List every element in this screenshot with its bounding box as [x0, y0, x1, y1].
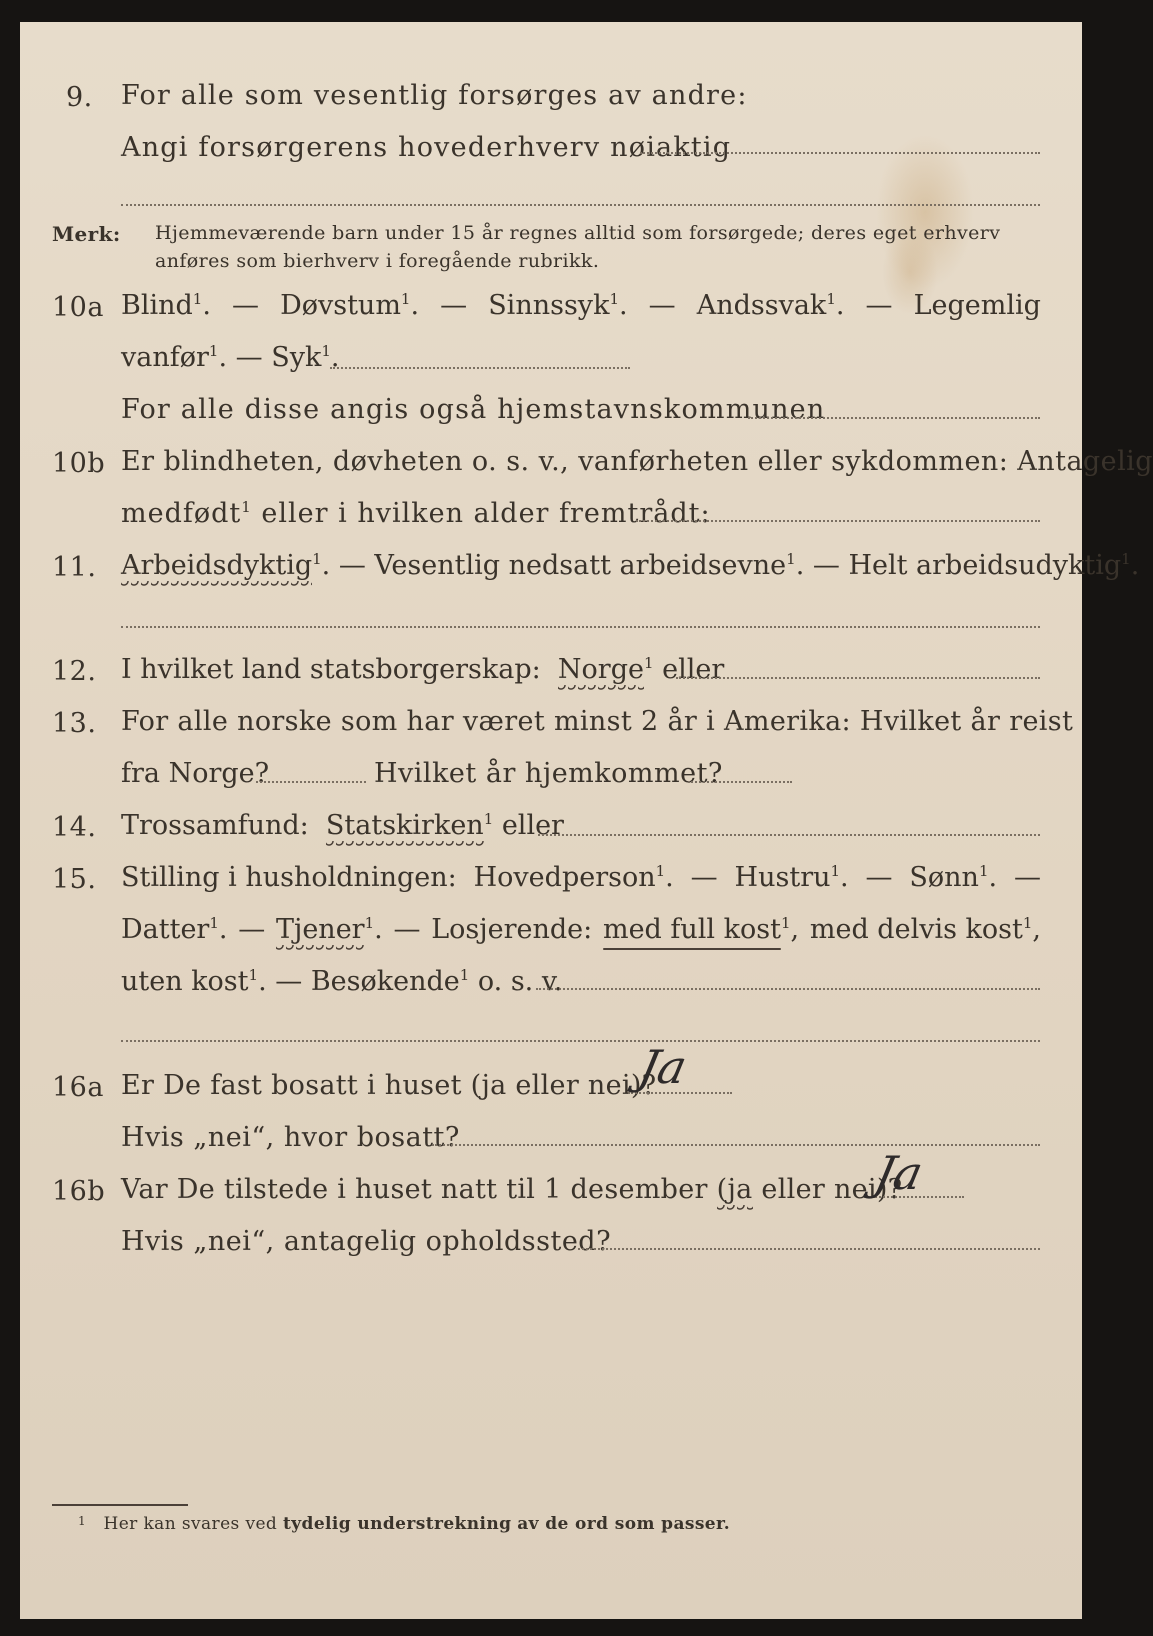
q10a-syk[interactable]: Syk	[271, 342, 322, 373]
q10b-number: 10b	[52, 448, 106, 479]
q16a-handwritten-answer: Ja	[634, 1040, 692, 1094]
q10a-line2: vanfør$^1$. — Syk$^1$.	[121, 342, 340, 373]
q16b-opholdssted-line[interactable]	[578, 1248, 1040, 1250]
q11-udyktig[interactable]: Helt arbeidsudyktig	[848, 550, 1122, 581]
q9-answer-line[interactable]	[640, 152, 1040, 154]
q10a-line1: Blind$^1$. — Døvstum$^1$. — Sinnssyk$^1$. — Andssvak$^1$. — Legemlig	[121, 290, 1041, 321]
q9-line2: Angi forsørgerens hovederhverv nøiaktig	[121, 132, 732, 163]
q10b-answer-line[interactable]	[636, 520, 1040, 522]
q13-year-home-line[interactable]	[688, 781, 792, 783]
q10a-dovstum[interactable]: Døvstum	[280, 290, 401, 321]
q16b-number: 16b	[52, 1176, 106, 1207]
merk-line2: anføres som bierhverv i foregående rubrikk.	[155, 250, 600, 272]
q15-med-full-kost[interactable]: med full kost	[602, 914, 781, 945]
q16b-handwritten-answer: Ja	[870, 1146, 928, 1200]
q16a-bosatt-line[interactable]	[432, 1144, 1040, 1146]
q9-number: 9.	[66, 82, 93, 113]
q12-line: I hvilket land statsborgerskap: Norge$^1$ eller	[121, 654, 725, 685]
q10a-legemlig[interactable]: Legemlig	[913, 290, 1041, 321]
q13-year-left-line[interactable]	[256, 781, 366, 783]
q15-besokende[interactable]: Besøkende	[310, 966, 460, 997]
q12-number: 12.	[52, 656, 97, 687]
q9-answer-line-2[interactable]	[121, 204, 1040, 206]
q15-line2: Datter$^1$. — Tjener$^1$. — Losjerende: med full kost$^1$, med delvis kost$^1$,	[121, 914, 1041, 945]
q15-answer-line[interactable]	[536, 988, 1040, 990]
q15-med-delvis-kost[interactable]: med delvis kost	[809, 914, 1023, 945]
q10a-line3: For alle disse angis også hjemstavnskommunen	[121, 394, 826, 425]
q15-hovedperson[interactable]: Hovedperson	[473, 862, 656, 893]
q10b-medfodt[interactable]: medfødt	[121, 498, 242, 529]
q15-line1: Stilling i husholdningen: Hovedperson$^1$. — Hustru$^1$. — Sønn$^1$. —	[121, 862, 1041, 893]
q16a-line2: Hvis „nei“, hvor bosatt?	[121, 1122, 460, 1153]
q13-line2a: fra Norge?	[121, 758, 270, 789]
q15-line3: uten kost$^1$. — Besøkende$^1$ o. s. v.	[121, 966, 563, 997]
q12-norge[interactable]: Norge	[557, 654, 644, 685]
q11-number: 11.	[52, 552, 97, 583]
q10b-line2: medfødt$^1$ eller i hvilken alder fremtrådt:	[121, 498, 711, 529]
q10b-line1: Er blindheten, døvheten o. s. v., vanførheten eller sykdommen: Antagelig	[121, 446, 1153, 477]
q10a-andssvak[interactable]: Andssvak	[696, 290, 827, 321]
q14-statskirken[interactable]: Statskirken	[325, 810, 484, 841]
q13-line2b: Hvilket år hjemkommet?	[374, 758, 723, 789]
footnote: $^1$ Her kan svares ved tydelig understrekning av de ord som passer.	[78, 1514, 731, 1534]
q10a-blind[interactable]: Blind	[121, 290, 193, 321]
q15-number: 15.	[52, 864, 97, 895]
q9-line1: For alle som vesentlig forsørges av andre:	[121, 80, 748, 111]
merk-label: Merk:	[52, 222, 121, 246]
q13-line1: For alle norske som har været minst 2 år i Amerika: Hvilket år reist	[121, 706, 1074, 737]
q16b-line1: Var De tilstede i huset natt til 1 desember (ja eller nei)?	[121, 1174, 903, 1205]
q14-line: Trossamfund: Statskirken$^1$ eller	[121, 810, 564, 841]
q10a-kommune-line[interactable]	[748, 417, 1040, 419]
q15-datter[interactable]: Datter	[121, 914, 210, 945]
q15-uten-kost[interactable]: uten kost	[121, 966, 249, 997]
q14-number: 14.	[52, 812, 97, 843]
q16b-line2: Hvis „nei“, antagelig opholdssted?	[121, 1226, 612, 1257]
q14-answer-line[interactable]	[538, 834, 1040, 836]
q16a-number: 16a	[52, 1072, 104, 1103]
merk-line1: Hjemmeværende barn under 15 år regnes alltid som forsørgede; deres eget erhverv	[155, 222, 1001, 244]
q12-answer-line[interactable]	[676, 677, 1040, 679]
q15-sonn[interactable]: Sønn	[909, 862, 979, 893]
q11-line: Arbeidsdyktig$^1$. — Vesentlig nedsatt arbeidsevne$^1$. — Helt arbeidsudyktig$^1$.	[121, 550, 1140, 581]
q10a-vanfor[interactable]: vanfør	[121, 342, 209, 373]
q15-answer-line-2[interactable]	[121, 1040, 1040, 1042]
q13-number: 13.	[52, 708, 97, 739]
q11-answer-line[interactable]	[121, 626, 1040, 628]
q10a-sinnssyk[interactable]: Sinnssyk	[488, 290, 610, 321]
q16a-line1: Er De fast bosatt i huset (ja eller nei)?	[121, 1070, 657, 1101]
q11-arbeidsdyktig[interactable]: Arbeidsdyktig	[121, 550, 313, 581]
census-form-page	[20, 22, 1153, 1619]
q10a-number: 10a	[52, 292, 104, 323]
q15-hustru[interactable]: Hustru	[734, 862, 831, 893]
q10a-answer-line[interactable]	[330, 367, 630, 369]
q11-nedsatt[interactable]: Vesentlig nedsatt arbeidsevne	[374, 550, 787, 581]
q16b-ja[interactable]: (ja	[716, 1174, 753, 1205]
q15-tjener[interactable]: Tjener	[275, 914, 365, 945]
footnote-rule	[52, 1504, 188, 1506]
